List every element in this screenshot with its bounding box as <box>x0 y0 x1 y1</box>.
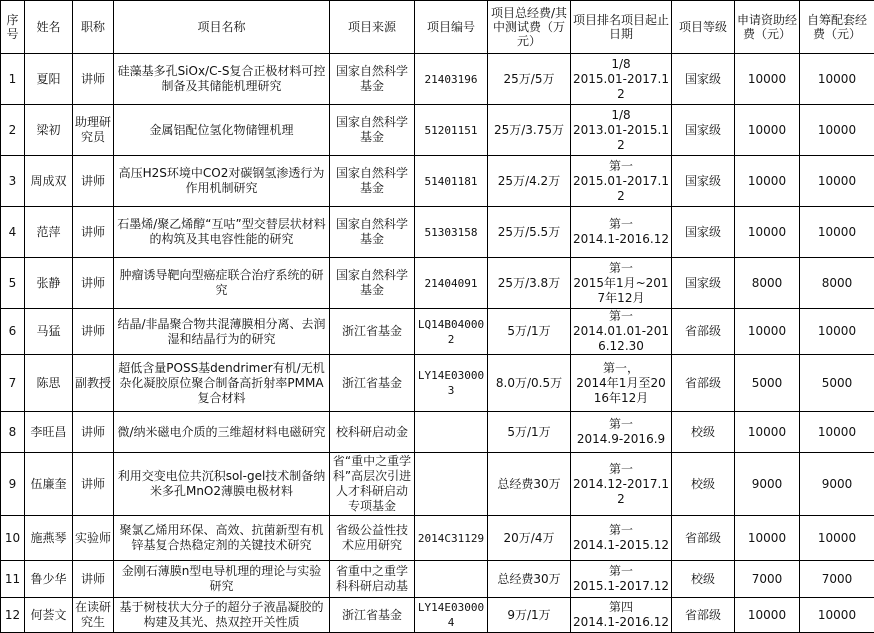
cell-title: 讲师 <box>73 412 114 453</box>
rank-text: 第一 <box>573 564 669 579</box>
cell-name: 何荟文 <box>25 598 73 633</box>
cell-source: 校科研启动金 <box>330 412 415 453</box>
cell-source: 国家自然科学基金 <box>330 54 415 105</box>
cell-rank-period <box>571 105 672 156</box>
rank-text: 1/8 <box>573 108 669 123</box>
cell-funding: 20万/4万 <box>488 516 571 561</box>
cell-project: 肿瘤诱导靶向型癌症联合治疗系统的研究 <box>114 258 330 309</box>
cell-level: 国家级 <box>672 258 735 309</box>
table-row <box>1 453 874 516</box>
cell-level: 省部级 <box>672 355 735 412</box>
cell-code <box>415 561 488 598</box>
cell-project: 金刚石薄膜n型电导机理的理论与实验研究 <box>114 561 330 598</box>
cell-funding: 25万/3.8万 <box>488 258 571 309</box>
cell-project: 超低含量POSS基dendrimer有机/无机杂化凝胶原位聚合制备高折射率PMMA复合材料 <box>114 355 330 412</box>
cell-code: 21404091 <box>415 258 488 309</box>
cell-project: 微/纳米磁电介质的三维超材料电磁研究 <box>114 412 330 453</box>
cell-project: 结晶/非晶聚合物共混薄膜相分离、去润湿和结晶行为的研究 <box>114 309 330 355</box>
period-text: 2015年1月~2017年12月 <box>573 276 669 306</box>
cell-code: 51201151 <box>415 105 488 156</box>
cell-code: LQ14B040002 <box>415 309 488 355</box>
cell-no: 7 <box>1 355 25 412</box>
cell-funding: 总经费30万 <box>488 561 571 598</box>
cell-funding: 总经费30万 <box>488 453 571 516</box>
header-project: 项目名称 <box>114 1 330 54</box>
cell-rank-period <box>571 355 672 412</box>
cell-title: 讲师 <box>73 54 114 105</box>
cell-funding: 25万/5.5万 <box>488 207 571 258</box>
cell-apply: 10000 <box>735 156 800 207</box>
cell-project: 金属铝配位氢化物储锂机理 <box>114 105 330 156</box>
cell-apply: 10000 <box>735 516 800 561</box>
cell-name: 伍廉奎 <box>25 453 73 516</box>
header-funding: 项目总经费/其中测试费（万元） <box>488 1 571 54</box>
cell-name: 范萍 <box>25 207 73 258</box>
header-code: 项目编号 <box>415 1 488 54</box>
cell-funding: 25万/5万 <box>488 54 571 105</box>
cell-code: 2014C31129 <box>415 516 488 561</box>
header-row <box>1 1 874 54</box>
header-no: 序号 <box>1 1 25 54</box>
cell-rank-period <box>571 258 672 309</box>
cell-source: 省级公益性技术应用研究 <box>330 516 415 561</box>
cell-title: 讲师 <box>73 156 114 207</box>
cell-rank-period <box>571 156 672 207</box>
cell-title: 讲师 <box>73 453 114 516</box>
period-text: 2014.1-2016.12 <box>573 232 669 247</box>
cell-title: 在读研究生 <box>73 598 114 633</box>
cell-apply: 8000 <box>735 258 800 309</box>
rank-text: 第一 <box>573 417 669 432</box>
cell-title: 讲师 <box>73 309 114 355</box>
header-rank-period: 项目排名项目起止日期 <box>571 1 672 54</box>
period-text: 2014.12-2017.12 <box>573 477 669 507</box>
cell-code: 51401181 <box>415 156 488 207</box>
cell-no: 1 <box>1 54 25 105</box>
cell-funding: 5万/1万 <box>488 309 571 355</box>
cell-source: 省重中之重学科科研启动基 <box>330 561 415 598</box>
cell-self: 10000 <box>800 105 874 156</box>
cell-code: LY14E030003 <box>415 355 488 412</box>
cell-level: 国家级 <box>672 105 735 156</box>
cell-name: 鲁少华 <box>25 561 73 598</box>
cell-code: LY14E030004 <box>415 598 488 633</box>
cell-name: 陈思 <box>25 355 73 412</box>
cell-rank-period <box>571 309 672 355</box>
table-row <box>1 258 874 309</box>
cell-project: 基于树枝状大分子的超分子液晶凝胶的构建及其光、热双控开关性质 <box>114 598 330 633</box>
table-row <box>1 105 874 156</box>
period-text: 2014.01.01-2016.12.30 <box>573 324 669 354</box>
table-row <box>1 207 874 258</box>
cell-no: 12 <box>1 598 25 633</box>
cell-no: 4 <box>1 207 25 258</box>
cell-rank-period <box>571 561 672 598</box>
cell-self: 10000 <box>800 309 874 355</box>
cell-name: 马猛 <box>25 309 73 355</box>
cell-code <box>415 453 488 516</box>
cell-project: 利用交变电位共沉积sol-gel技术制备纳米多孔MnO2薄膜电极材料 <box>114 453 330 516</box>
table-row <box>1 412 874 453</box>
table-row <box>1 54 874 105</box>
cell-project: 石墨烯/聚乙烯醇“互咕”型交替层状材料的构筑及其电容性能的研究 <box>114 207 330 258</box>
cell-no: 3 <box>1 156 25 207</box>
table-row <box>1 355 874 412</box>
table-row <box>1 516 874 561</box>
cell-apply: 9000 <box>735 453 800 516</box>
cell-title: 助理研究员 <box>73 105 114 156</box>
cell-no: 6 <box>1 309 25 355</box>
cell-level: 国家级 <box>672 207 735 258</box>
cell-project: 聚氯乙烯用环保、高效、抗菌新型有机锌基复合热稳定剂的关键技术研究 <box>114 516 330 561</box>
cell-apply: 5000 <box>735 355 800 412</box>
cell-level: 省部级 <box>672 516 735 561</box>
cell-self: 8000 <box>800 258 874 309</box>
table-row <box>1 309 874 355</box>
rank-text: 第一 <box>573 309 669 324</box>
cell-name: 周成双 <box>25 156 73 207</box>
cell-self: 5000 <box>800 355 874 412</box>
cell-apply: 10000 <box>735 598 800 633</box>
cell-self: 7000 <box>800 561 874 598</box>
cell-name: 李旺昌 <box>25 412 73 453</box>
cell-funding: 25万/3.75万 <box>488 105 571 156</box>
cell-no: 11 <box>1 561 25 598</box>
rank-text: 第四 <box>573 600 669 615</box>
cell-name: 梁初 <box>25 105 73 156</box>
cell-rank-period <box>571 412 672 453</box>
cell-source: 国家自然科学基金 <box>330 258 415 309</box>
cell-no: 5 <box>1 258 25 309</box>
cell-code: 21403196 <box>415 54 488 105</box>
period-text: 2014.1-2015.12 <box>573 538 669 553</box>
rank-text: 第一 <box>573 261 669 276</box>
cell-rank-period <box>571 54 672 105</box>
period-text: 2013.01-2015.12 <box>573 123 669 153</box>
cell-title: 讲师 <box>73 258 114 309</box>
cell-source: 浙江省基金 <box>330 309 415 355</box>
cell-name: 夏阳 <box>25 54 73 105</box>
cell-apply: 10000 <box>735 105 800 156</box>
cell-title: 实验师 <box>73 516 114 561</box>
cell-source: 浙江省基金 <box>330 355 415 412</box>
cell-level: 国家级 <box>672 54 735 105</box>
cell-project: 高压H2S环境中CO2对碳钢氢渗透行为作用机制研究 <box>114 156 330 207</box>
header-name: 姓名 <box>25 1 73 54</box>
period-text: 2015.1-2017.12 <box>573 579 669 594</box>
rank-text: 1/8 <box>573 57 669 72</box>
table-row <box>1 561 874 598</box>
cell-level: 国家级 <box>672 156 735 207</box>
rank-text: 第一 <box>573 159 669 174</box>
cell-title: 讲师 <box>73 207 114 258</box>
cell-rank-period <box>571 598 672 633</box>
cell-source: 国家自然科学基金 <box>330 156 415 207</box>
header-self: 自筹配套经费（元） <box>800 1 874 54</box>
cell-rank-period <box>571 207 672 258</box>
cell-apply: 7000 <box>735 561 800 598</box>
header-source: 项目来源 <box>330 1 415 54</box>
cell-self: 10000 <box>800 598 874 633</box>
table-row <box>1 598 874 633</box>
cell-funding: 8.0万/0.5万 <box>488 355 571 412</box>
header-title: 职称 <box>73 1 114 54</box>
cell-level: 省部级 <box>672 598 735 633</box>
table-row <box>1 156 874 207</box>
rank-text: 第一， <box>573 361 669 376</box>
cell-no: 9 <box>1 453 25 516</box>
cell-rank-period <box>571 516 672 561</box>
cell-source: 省“重中之重学科”高层次引进人才科研启动专项基金 <box>330 453 415 516</box>
period-text: 2015.01-2017.12 <box>573 174 669 204</box>
cell-funding: 9万/1万 <box>488 598 571 633</box>
period-text: 2015.01-2017.12 <box>573 72 669 102</box>
period-text: 2014.9-2016.9 <box>573 432 669 447</box>
cell-apply: 10000 <box>735 54 800 105</box>
rank-text: 第一 <box>573 217 669 232</box>
cell-self: 10000 <box>800 156 874 207</box>
cell-level: 校级 <box>672 412 735 453</box>
cell-self: 10000 <box>800 54 874 105</box>
cell-code <box>415 412 488 453</box>
cell-source: 国家自然科学基金 <box>330 207 415 258</box>
cell-project: 硅藻基多孔SiOx/C-S复合正极材料可控制备及其储能机理研究 <box>114 54 330 105</box>
cell-no: 8 <box>1 412 25 453</box>
cell-code: 51303158 <box>415 207 488 258</box>
rank-text: 第一 <box>573 523 669 538</box>
cell-apply: 10000 <box>735 309 800 355</box>
cell-apply: 10000 <box>735 207 800 258</box>
cell-funding: 25万/4.2万 <box>488 156 571 207</box>
cell-level: 省部级 <box>672 309 735 355</box>
cell-self: 10000 <box>800 412 874 453</box>
header-apply: 申请资助经费（元） <box>735 1 800 54</box>
cell-title: 讲师 <box>73 561 114 598</box>
cell-name: 施燕琴 <box>25 516 73 561</box>
cell-self: 9000 <box>800 453 874 516</box>
cell-self: 10000 <box>800 516 874 561</box>
header-level: 项目等级 <box>672 1 735 54</box>
cell-title: 副教授 <box>73 355 114 412</box>
cell-no: 10 <box>1 516 25 561</box>
cell-source: 国家自然科学基金 <box>330 105 415 156</box>
cell-source: 浙江省基金 <box>330 598 415 633</box>
rank-text: 第一 <box>573 462 669 477</box>
cell-self: 10000 <box>800 207 874 258</box>
period-text: 2014年1月至2016年12月 <box>573 376 669 406</box>
cell-apply: 10000 <box>735 412 800 453</box>
cell-level: 校级 <box>672 453 735 516</box>
cell-funding: 5万/1万 <box>488 412 571 453</box>
period-text: 2014.1-2016.12 <box>573 615 669 630</box>
cell-rank-period <box>571 453 672 516</box>
cell-no: 2 <box>1 105 25 156</box>
cell-level: 校级 <box>672 561 735 598</box>
cell-name: 张静 <box>25 258 73 309</box>
